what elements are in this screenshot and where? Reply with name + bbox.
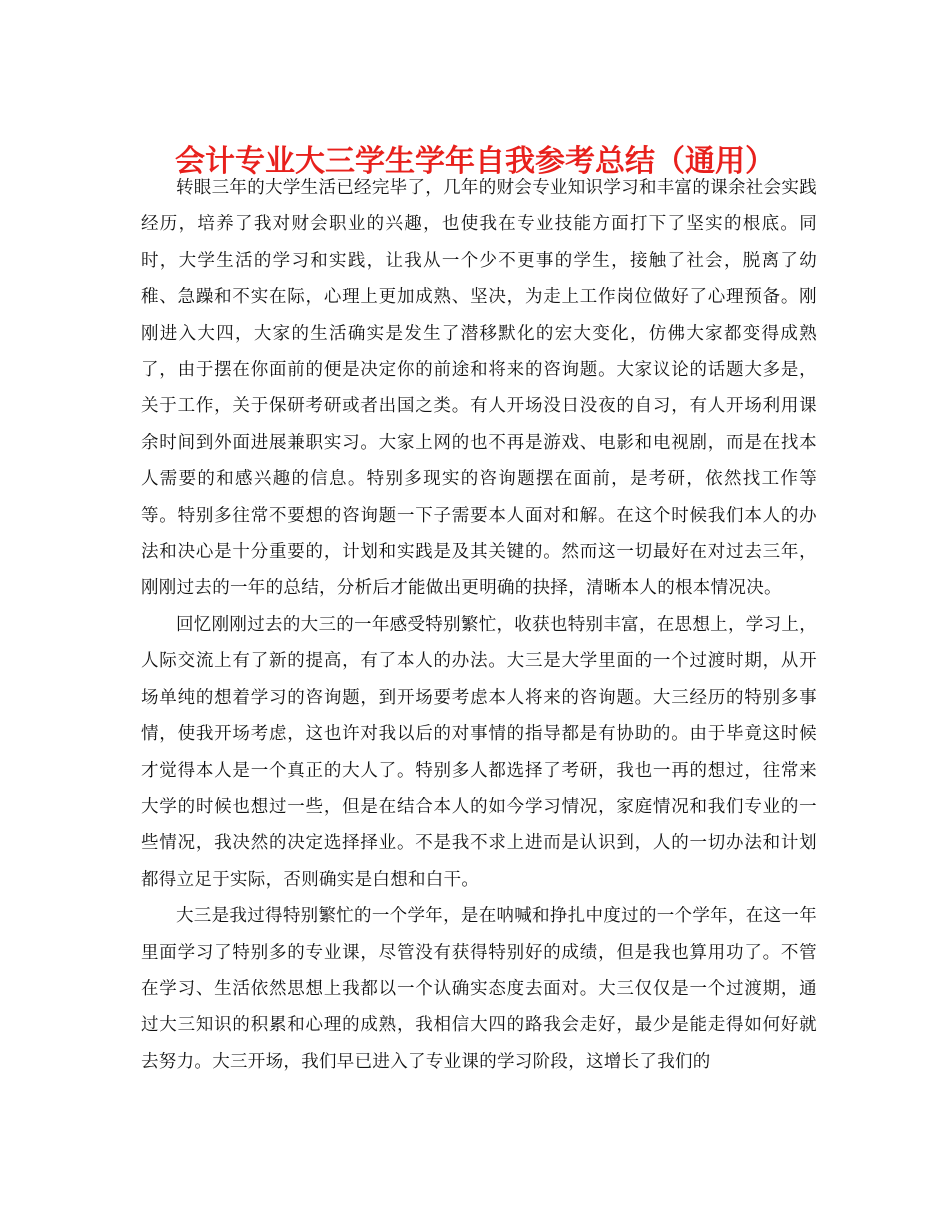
document-body: [141, 170, 817, 1080]
paragraph-3: 大三是我过得特别繁忙的一个学年，是在呐喊和挣扎中度过的一个学年，在这一年里面学习了特别多的专业课，尽管没有获得特别好的成绩，但是我也算用功了。不管在学习、生活依然思想上我都以一个认确实态度去面对。大三仅仅是一个过渡期，通过大三知识的积累和心理的成熟，我相信大四的路我会走好，最少是能走得如何好就去努力。大三开场，我们早已进入了专业课的学习阶段，这增长了我们的: [141, 906, 817, 1072]
paragraph-2: 回忆刚刚过去的大三的一年感受特别繁忙，收获也特别丰富，在思想上，学习上，人际交流上有了新的提高，有了本人的办法。大三是大学里面的一个过渡时期，从开场单纯的想着学习的咨询题，到开场要考虑本人将来的咨询题。大三经历的特别多事情，使我开场考虑，这也许对我以后的对事情的指导都是有协助的。由于毕竟这时候才觉得本人是一个真正的大人了。特别多人都选择了考研，我也一再的想过，往常来大学的时候也想过一些，但是在结合本人的如今学习情况，家庭情况和我们专业的一些情况，我决然的决定选择择业。不是我不求上进而是认识到，人的一切办法和计划都得立足于实际，否则确实是白想和白干。: [141, 614, 817, 890]
paragraph-1: 转眼三年的大学生活已经完毕了，几年的财会专业知识学习和丰富的课余社会实践经历，培养了我对财会职业的兴趣，也使我在专业技能方面打下了坚实的根底。同时，大学生活的学习和实践，让我从一个少不更事的学生，接触了社会，脱离了幼稚、急躁和不实在际，心理上更加成熟、坚决，为走上工作岗位做好了心理预备。刚刚进入大四，大家的生活确实是发生了潜移默化的宏大变化，仿佛大家都变得成熟了，由于摆在你面前的便是决定你的前途和将来的咨询题。大家议论的话题大多是，关于工作，关于保研考研或者出国之类。有人开场没日没夜的自习，有人开场利用课余时间到外面进展兼职实习。大家上网的也不再是游戏、电影和电视剧，而是在找本人需要的和感兴趣的信息。特别多现实的咨询题摆在面前，是考研，依然找工作等等。特别多往常不要想的咨询题一下子需要本人面对和解。在这个时候我们本人的办法和决心是十分重要的，计划和实践是及其关键的。然而这一切最好在对过去三年，刚刚过去的一年的总结，分析后才能做出更明确的抉择，清晰本人的根本情况决。: [141, 178, 817, 599]
document-title: 会计专业大三学生学年自我参考总结（通用）: [175, 144, 775, 180]
